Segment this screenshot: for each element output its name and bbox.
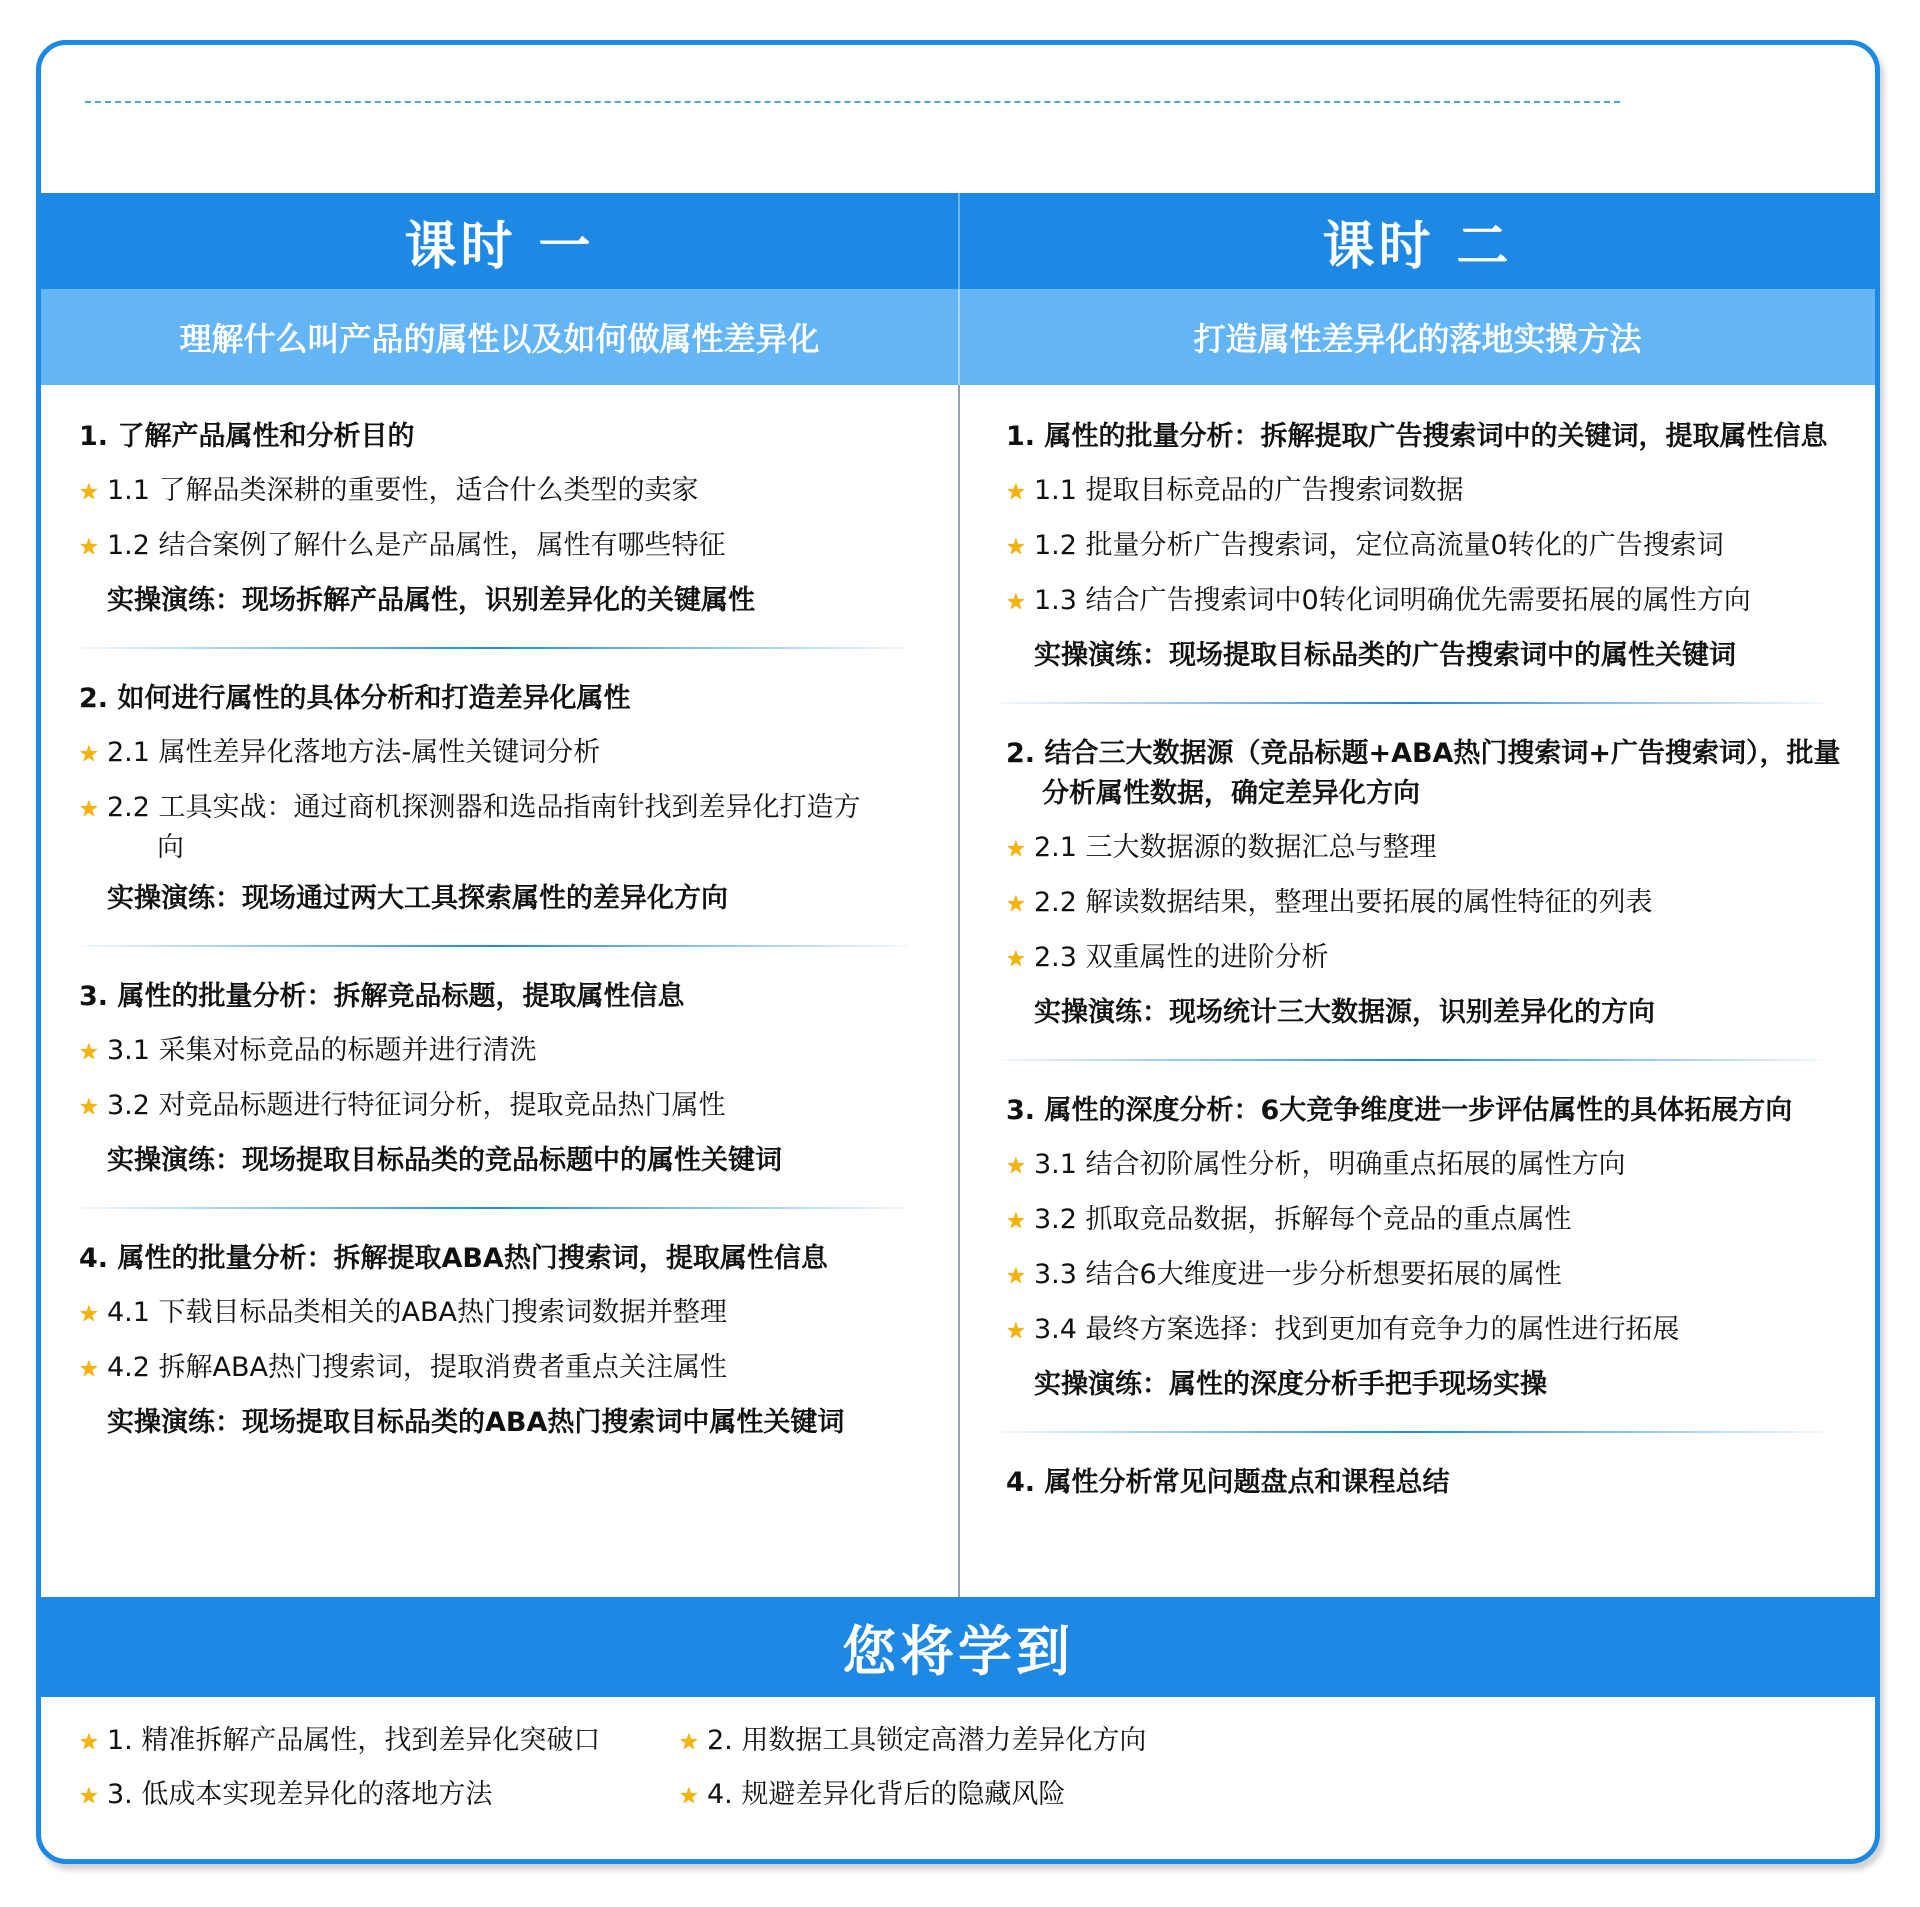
lesson2-section-2 [1006,734,1845,1033]
section-divider [79,647,908,649]
star-icon: ★ [79,480,99,505]
section-title: 3. 属性的深度分析：6大竞争维度进一步评估属性的具体拓展方向 [1006,1095,1793,1126]
star-icon: ★ [79,1095,99,1120]
list-item: ★ 4.1 下载目标品类相关的ABA热门搜索词数据并整理 [79,1293,908,1337]
list-item: ★ 1.3 结合广告搜索词中0转化词明确优先需要拓展的属性方向 [1006,581,1845,625]
learn-item: ★ 2. 用数据工具锁定高潜力差异化方向 [679,1721,1279,1765]
learn-item: ★ 4. 规避差异化背后的隐藏风险 [679,1775,1279,1819]
section-title: 1. 属性的批量分析：拆解提取广告搜索词中的关键词，提取属性信息 [1006,421,1828,452]
lesson2-section-1 [1006,417,1845,676]
list-item: ★ 3.1 结合初阶属性分析，明确重点拓展的属性方向 [1006,1145,1845,1189]
star-icon: ★ [79,1784,99,1809]
lesson1-subtitle: 理解什么叫产品的属性以及如何做属性差异化 [179,320,820,358]
list-item: ★ 2.3 双重属性的进阶分析 [1006,938,1845,982]
star-icon: ★ [1006,1209,1026,1234]
learn-title: 您将学到 [41,1597,1875,1697]
section-title: 2. 如何进行属性的具体分析和打造差异化属性 [79,683,631,714]
lesson1-section-4 [79,1239,908,1443]
section-title: 4. 属性分析常见问题盘点和课程总结 [1006,1467,1450,1498]
list-item: ★ 2.2 工具实战：通过商机探测器和选品指南针找到差异化打造方向 [79,788,908,868]
star-icon: ★ [79,1302,99,1327]
section-divider [1000,702,1825,704]
star-icon: ★ [1006,535,1026,560]
star-icon: ★ [79,1357,99,1382]
list-item: ★ 4.2 拆解ABA热门搜索词，提取消费者重点关注属性 [79,1348,908,1392]
list-item: ★ 3.1 采集对标竞品的标题并进行清洗 [79,1031,908,1075]
star-icon: ★ [79,1730,99,1755]
star-icon: ★ [1006,1264,1026,1289]
list-item: ★ 1.1 了解品类深耕的重要性，适合什么类型的卖家 [79,471,908,515]
list-item: ★ 1.2 结合案例了解什么是产品属性，属性有哪些特征 [79,526,908,570]
learn-list [79,1721,1779,1819]
lesson1-title: 课时 一 [404,216,595,277]
section-divider [1000,1431,1825,1433]
practice-line: 实操演练：现场通过两大工具探索属性的差异化方向 [107,883,728,914]
list-item: ★ 3.3 结合6大维度进一步分析想要拓展的属性 [1006,1255,1845,1299]
course-card [36,40,1880,1864]
section-divider [1000,1059,1825,1061]
list-item: ★ 1.2 批量分析广告搜索词，定位高流量0转化的广告搜索词 [1006,526,1845,570]
practice-line: 实操演练：现场统计三大数据源，识别差异化的方向 [1034,997,1655,1028]
lesson1-section-2 [79,679,908,919]
lesson2-subtitle: 打造属性差异化的落地实操方法 [958,289,1875,385]
section-title: 3. 属性的批量分析：拆解竞品标题，提取属性信息 [79,981,685,1012]
lesson1-column [41,385,958,1597]
star-icon: ★ [79,535,99,560]
star-icon: ★ [679,1730,699,1755]
list-item: ★ 1.1 提取目标竞品的广告搜索词数据 [1006,471,1845,515]
star-icon: ★ [679,1784,699,1809]
star-icon: ★ [1006,1319,1026,1344]
star-icon: ★ [1006,1154,1026,1179]
section-title: 2. 结合三大数据源（竞品标题+ABA热门搜索词+广告搜索词），批量分析属性数据，确定差异化方向 [1006,738,1841,809]
lesson-table [41,193,1875,1597]
practice-line: 实操演练：现场提取目标品类的广告搜索词中的属性关键词 [1034,640,1736,671]
star-icon: ★ [79,742,99,767]
section-divider [79,1207,908,1209]
practice-line: 实操演练：属性的深度分析手把手现场实操 [1034,1369,1547,1400]
lesson-header-row [41,193,1875,289]
list-item: ★ 2.1 属性差异化落地方法-属性关键词分析 [79,733,908,777]
list-item: ★ 2.2 解读数据结果，整理出要拓展的属性特征的列表 [1006,883,1845,927]
lesson-subtitle-row [41,289,1875,385]
star-icon: ★ [1006,947,1026,972]
star-icon: ★ [79,1040,99,1065]
practice-line: 实操演练：现场拆解产品属性，识别差异化的关键属性 [107,585,755,616]
list-item: ★ 3.2 对竞品标题进行特征词分析，提取竞品热门属性 [79,1086,908,1130]
lesson2-title: 课时 二 [958,193,1875,289]
practice-line: 实操演练：现场提取目标品类的ABA热门搜索词中属性关键词 [107,1407,845,1438]
lesson2-section-4 [1006,1463,1845,1503]
lesson2-section-3 [1006,1091,1845,1405]
dashed-divider [85,101,1620,103]
section-title: 1. 了解产品属性和分析目的 [79,421,415,452]
lesson2-column [958,385,1875,1597]
section-title: 4. 属性的批量分析：拆解提取ABA热门搜索词，提取属性信息 [79,1243,828,1274]
star-icon: ★ [1006,480,1026,505]
star-icon: ★ [1006,590,1026,615]
list-item: ★ 3.2 抓取竞品数据，拆解每个竞品的重点属性 [1006,1200,1845,1244]
section-divider [79,945,908,947]
star-icon: ★ [1006,837,1026,862]
learn-item: ★ 1. 精准拆解产品属性，找到差异化突破口 [79,1721,679,1765]
lesson1-section-3 [79,977,908,1181]
learn-item: ★ 3. 低成本实现差异化的落地方法 [79,1775,679,1819]
star-icon: ★ [1006,892,1026,917]
practice-line: 实操演练：现场提取目标品类的竞品标题中的属性关键词 [107,1145,782,1176]
list-item: ★ 2.1 三大数据源的数据汇总与整理 [1006,828,1845,872]
lesson1-section-1 [79,417,908,621]
star-icon: ★ [79,797,99,822]
lesson-body-row [41,385,1875,1597]
list-item: ★ 3.4 最终方案选择：找到更加有竞争力的属性进行拓展 [1006,1310,1845,1354]
